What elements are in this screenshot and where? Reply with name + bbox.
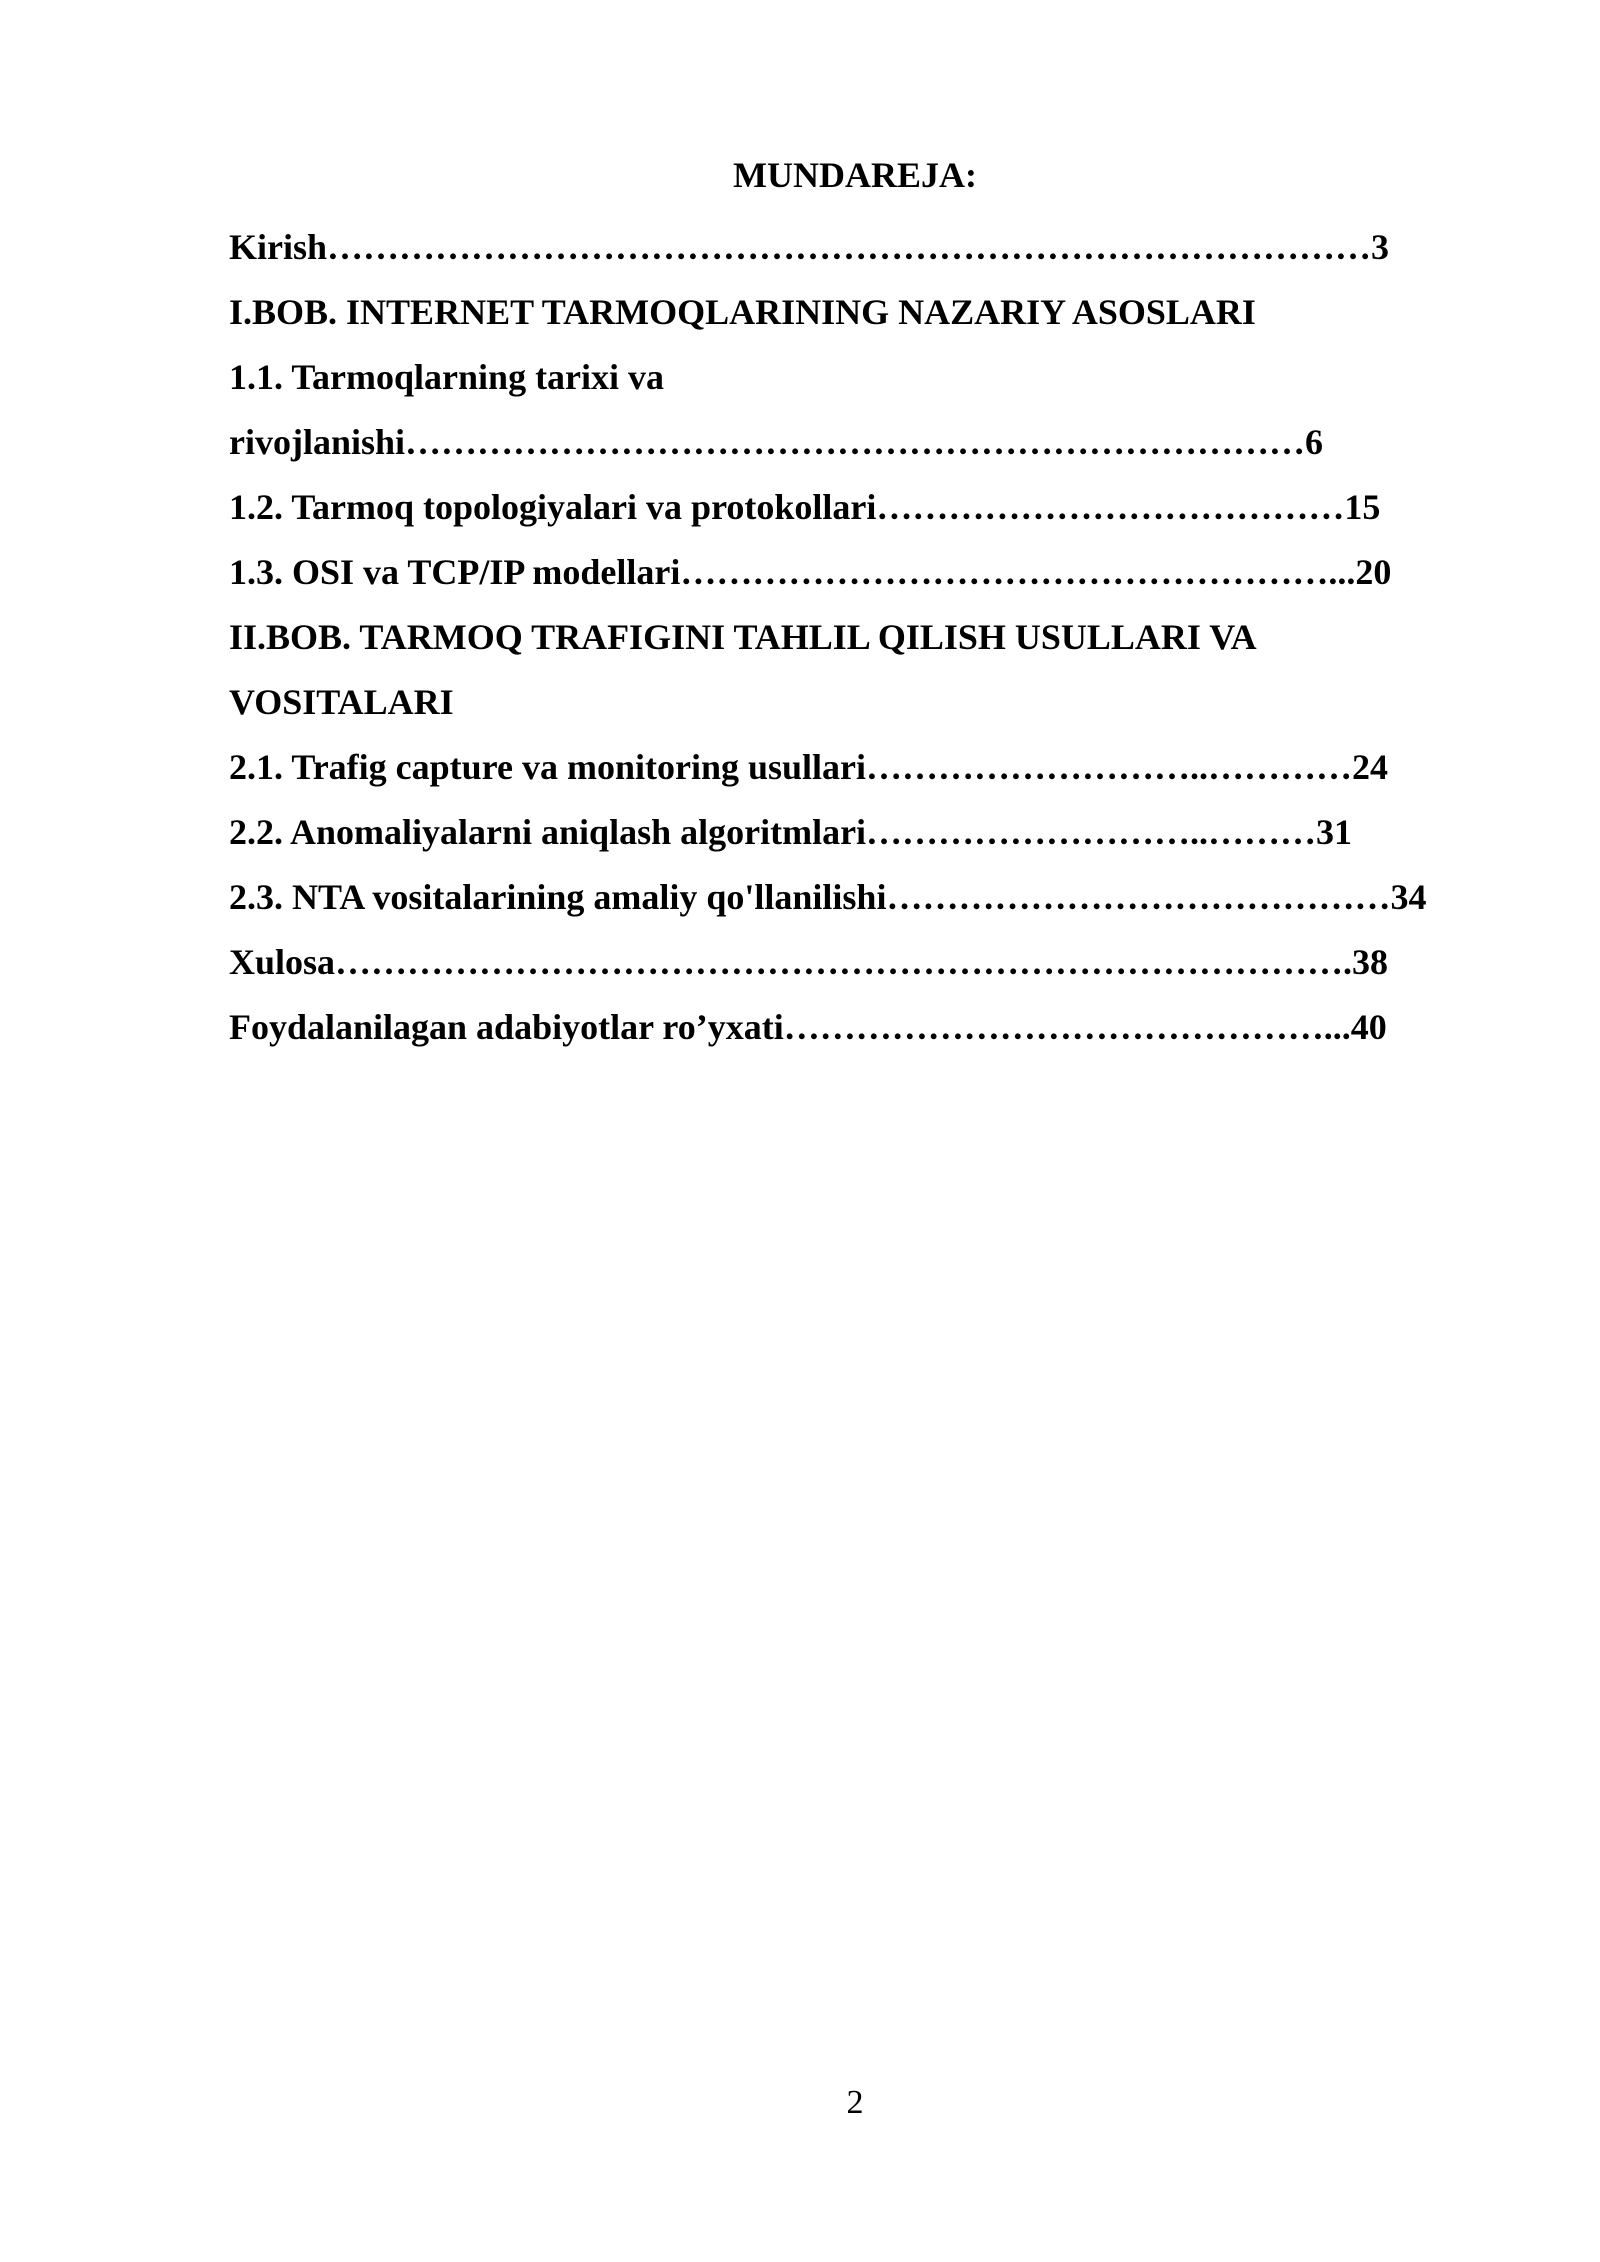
toc-title: MUNDAREJA: <box>733 155 977 195</box>
toc-entry-xulosa: Xulosa………………………………………………………………………….38 <box>229 942 1389 982</box>
toc-chapter-2-heading: II.BOB. TARMOQ TRAFIGINI TAHLIL QILISH USULLARI VA <box>229 617 1257 657</box>
toc-entry-1-3: 1.3. OSI va TCP/IP modellari………………………………………………...20 <box>229 552 1392 592</box>
table-of-contents <box>229 215 1494 1060</box>
page-number: 2 <box>846 2084 864 2121</box>
toc-entry-1-1-continued: rivojlanishi…………………………………………………………………6 <box>229 422 1324 462</box>
toc-chapter-2-heading-continued: VOSITALARI <box>229 682 454 722</box>
toc-entry-kirish: Kirish……………………………………………………………………………3 <box>229 227 1390 267</box>
toc-entry-1-1: 1.1. Tarmoqlarning tarixi va <box>229 357 665 397</box>
toc-entry-2-3: 2.3. NTA vositalarining amaliy qo'llanilishi……………………………………34 <box>229 877 1427 917</box>
toc-entry-references: Foydalanilagan adabiyotlar ro’yxati………………………………………...40 <box>229 1007 1387 1047</box>
toc-entry-2-2: 2.2. Anomaliyalarni aniqlash algoritmlari………………………..………31 <box>229 812 1353 852</box>
toc-entry-1-2: 1.2. Tarmoq topologiyalari va protokollari…………………………………15 <box>229 487 1381 527</box>
toc-chapter-1-heading: I.BOB. INTERNET TARMOQLARINING NAZARIY ASOSLARI <box>229 292 1256 332</box>
toc-entry-2-1: 2.1. Trafig capture va monitoring usullari………………………..…………24 <box>229 747 1389 787</box>
